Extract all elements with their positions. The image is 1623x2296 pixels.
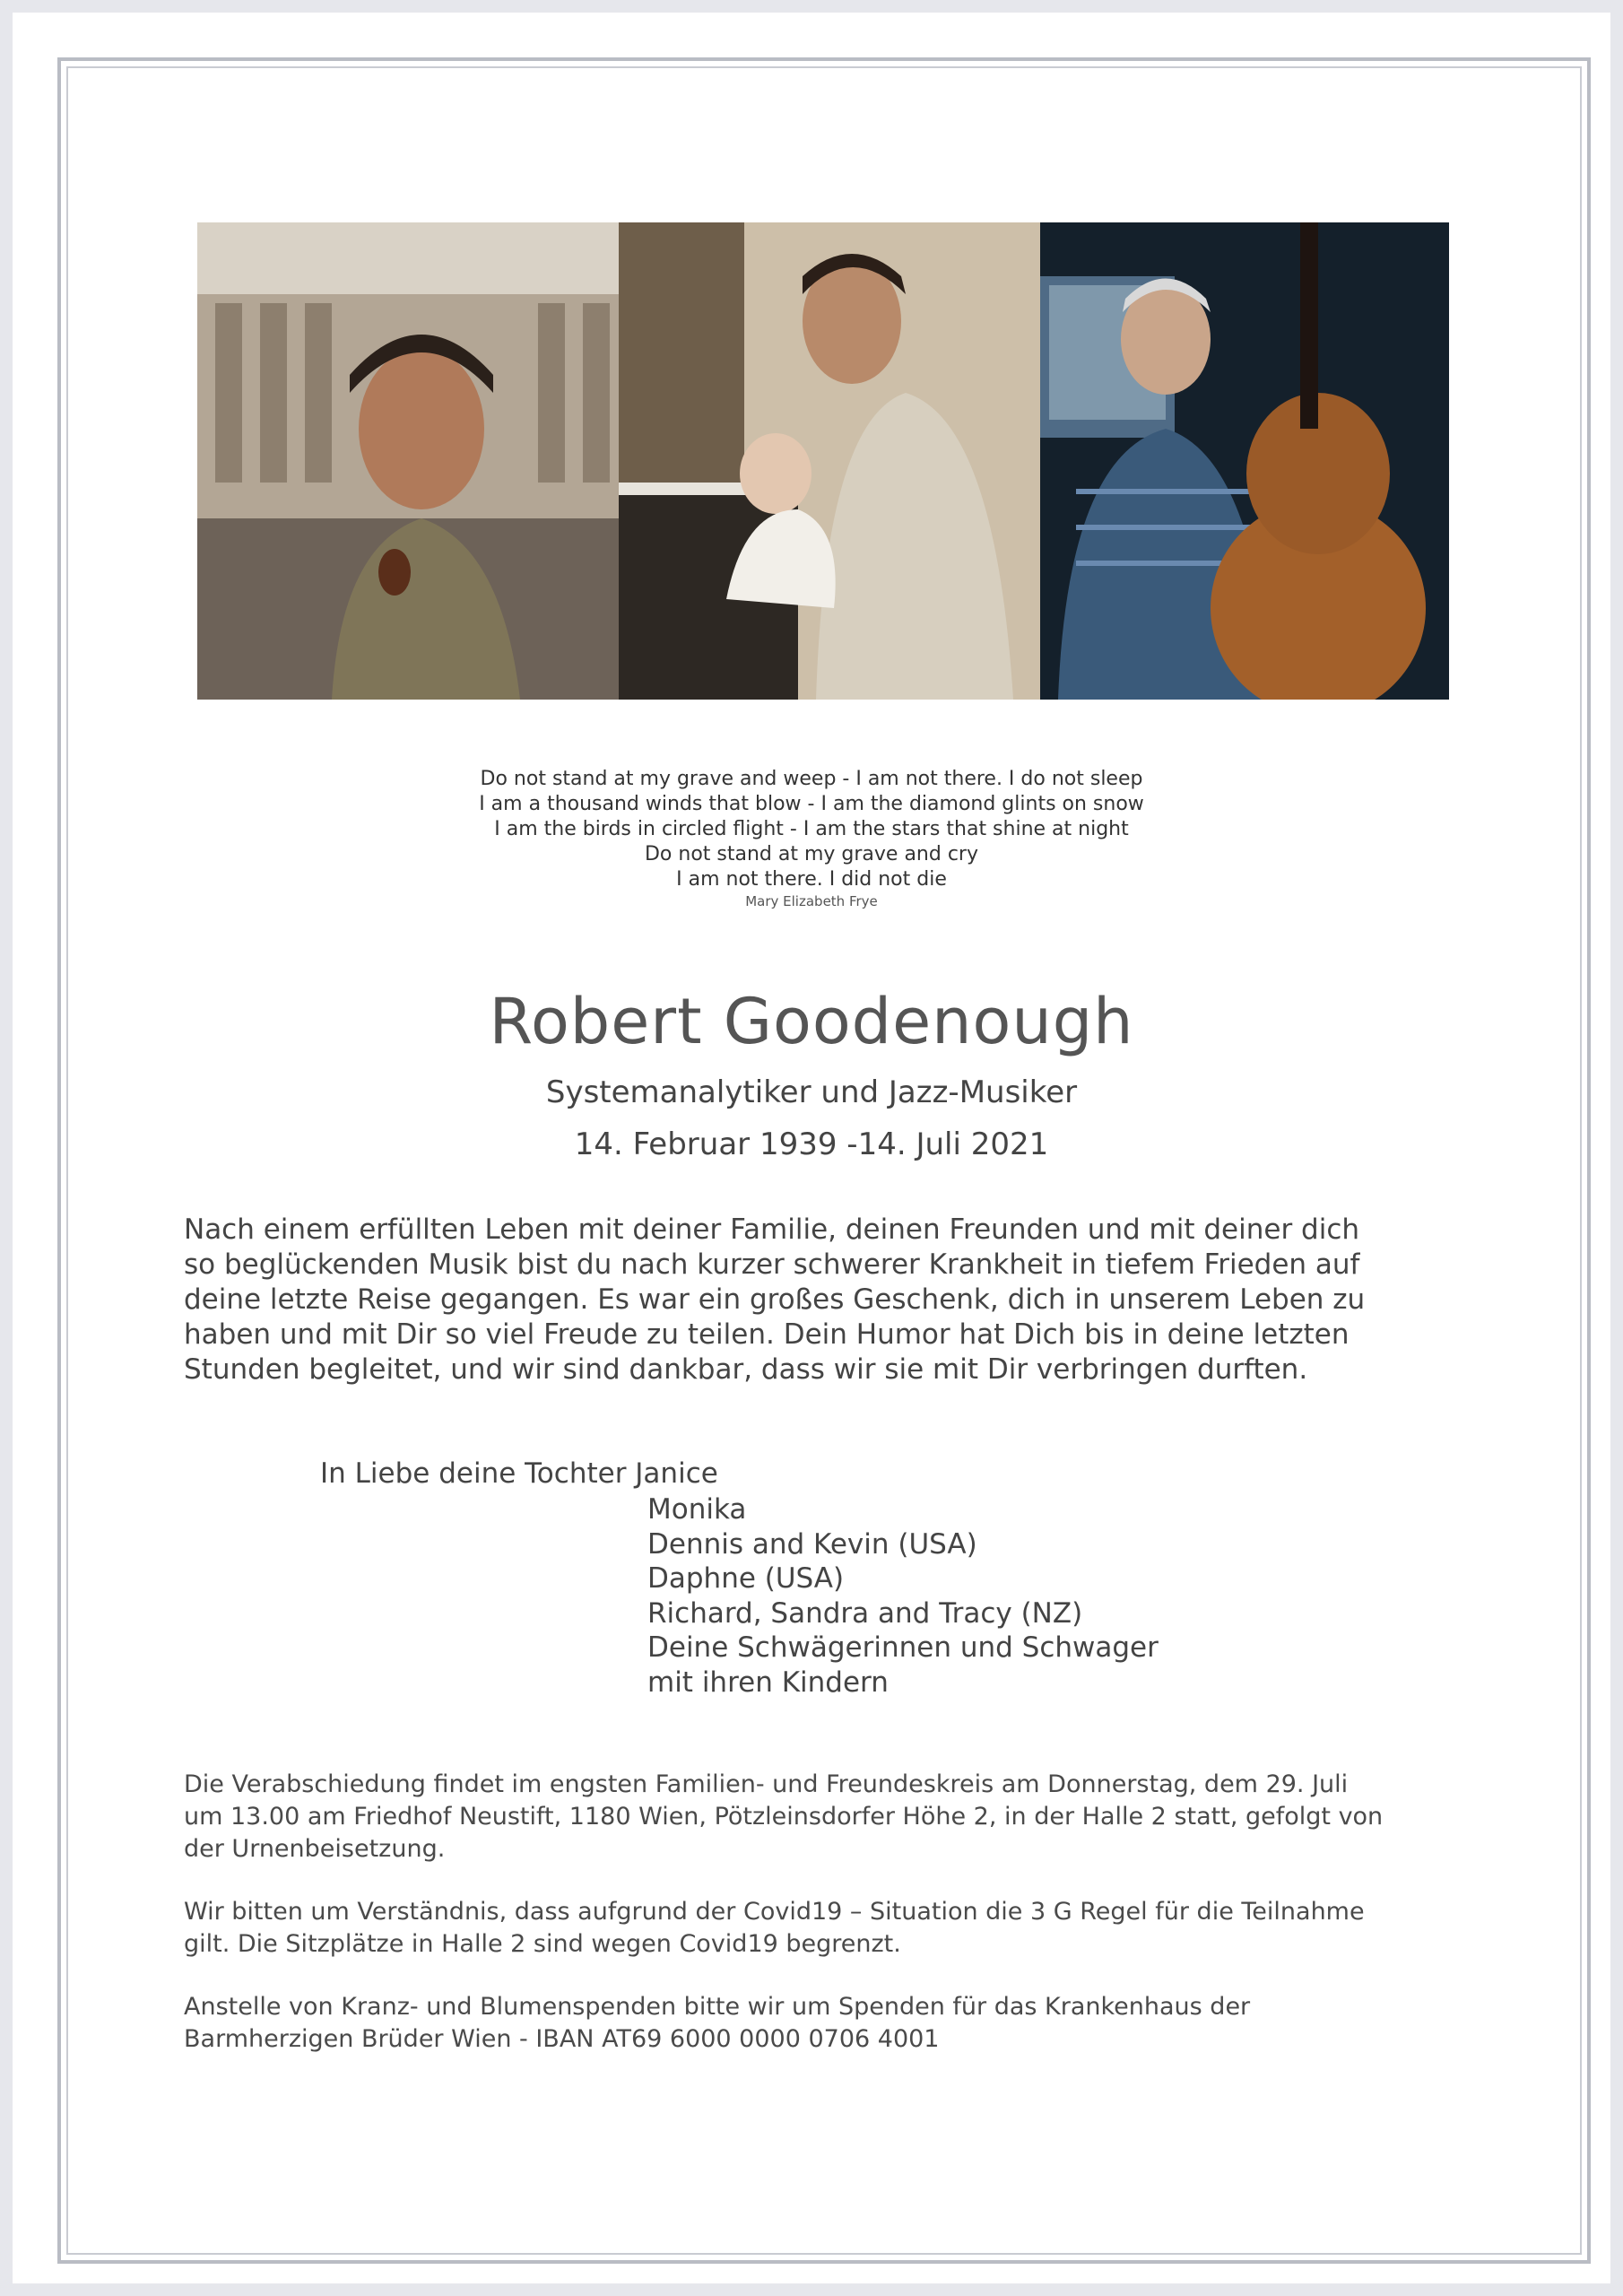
poem-line: Do not stand at my grave and cry [644,843,978,865]
family-member: Dennis and Kevin (USA) [647,1527,977,1561]
life-dates: 14. Februar 1939 -14. Juli 2021 [574,1126,1049,1162]
notice-line: der Urnenbeisetzung. [184,1835,446,1863]
family-member: mit ihren Kindern [647,1665,889,1699]
family-member: Richard, Sandra and Tracy (NZ) [647,1596,1083,1630]
family-member: Deine Schwägerinnen und Schwager [647,1631,1159,1664]
family-member: Monika [647,1493,747,1526]
deceased-name: Robert Goodenough [489,985,1134,1058]
poem [0,767,1623,910]
poem-line: Do not stand at my grave and weep - I am not there. I do not sleep [480,768,1143,790]
notice-line: Die Verabschiedung findet im engsten Familien- und Freundeskreis am Donnerstag, dem 29. Juli [184,1770,1349,1798]
tribute-line: haben und mit Dir so viel Freude zu teilen. Dein Humor hat Dich bis in deine letzten [184,1318,1350,1351]
photo-strip [197,222,1449,700]
family-intro: In Liebe deine Tochter Janice [320,1457,718,1490]
family-member: Daphne (USA) [647,1562,845,1595]
farewell-notice [184,1769,1448,1866]
poem-author: Mary Elizabeth Frye [745,893,878,909]
notice-line: gilt. Die Sitzplätze in Halle 2 sind wegen Covid19 begrenzt. [184,1930,901,1958]
photo-portrait-pipe [197,222,619,700]
tribute-text [184,1213,1439,1387]
deceased-occupation: Systemanalytiker und Jazz-Musiker [545,1074,1078,1110]
tribute-line: Nach einem erfüllten Leben mit deiner Familie, deinen Freunden und mit deiner dich [184,1213,1360,1246]
tribute-line: deine letzte Reise gegangen. Es war ein großes Geschenk, dich in unserem Leben zu [184,1283,1366,1316]
family-list [647,1492,1159,1700]
notice-line: um 13.00 am Friedhof Neustift, 1180 Wien, Pötzleinsdorfer Höhe 2, in der Halle 2 statt, gefolgt von [184,1803,1384,1831]
poem-line: I am a thousand winds that blow - I am the diamond glints on snow [479,793,1144,815]
photo-father-baby-piano [619,222,1040,700]
notice-line: Wir bitten um Verständnis, dass aufgrund der Covid19 – Situation die 3 G Regel für die Teilnahme [184,1898,1365,1926]
donation-notice [184,1991,1448,2056]
notice-line: Anstelle von Kranz- und Blumenspenden bitte wir um Spenden für das Krankenhaus der [184,1993,1251,2021]
notice-line: Barmherzigen Brüder Wien - IBAN AT69 6000 0000 0706 4001 [184,2025,940,2053]
poem-line: I am the birds in circled flight - I am the stars that shine at night [494,818,1129,840]
poem-line: I am not there. I did not die [676,868,947,891]
covid-notice [184,1896,1448,1961]
tribute-line: so beglückenden Musik bist du nach kurzer schwerer Krankheit in tiefem Frieden auf [184,1248,1360,1281]
tribute-line: Stunden begleitet, und wir sind dankbar, dass wir sie mit Dir verbringen durften. [184,1353,1308,1386]
photo-double-bass-player [1040,222,1449,700]
